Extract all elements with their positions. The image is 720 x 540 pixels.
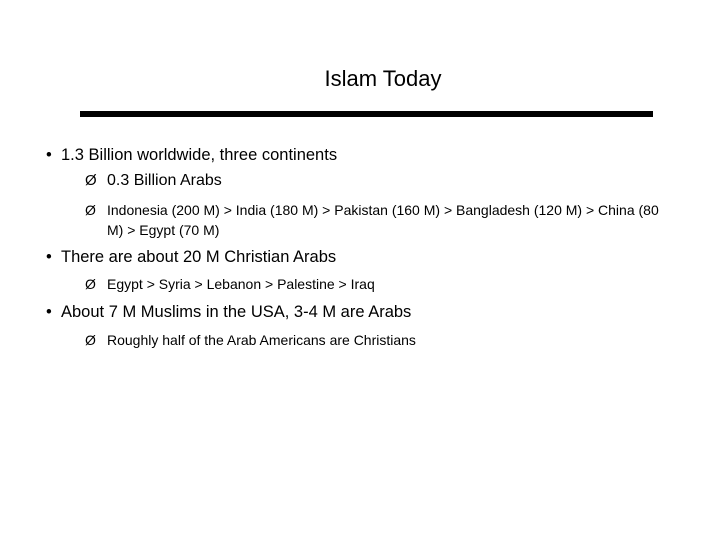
bullet-text: There are about 20 M Christian Arabs <box>61 248 337 266</box>
sub-item-text: 0.3 Billion Arabs <box>107 172 222 189</box>
slide-title: Islam Today <box>324 66 442 91</box>
sub-item-1-2 <box>85 200 675 240</box>
title-divider <box>80 111 653 117</box>
bullet-dot: • <box>46 146 52 164</box>
sub-item-text: Indonesia (200 M) > India (180 M) > Pakistan (160 M) > Bangladesh (120 M) > China (80 M) > Egypt (70 M) <box>107 202 659 238</box>
sub-item-3-1 <box>85 330 675 350</box>
bullet-text: About 7 M Muslims in the USA, 3-4 M are Arabs <box>61 303 412 321</box>
bullet-dot: • <box>46 248 52 266</box>
sub-item-2-1 <box>85 274 675 294</box>
arrow-bullet-icon: Ø <box>85 276 96 292</box>
arrow-bullet-icon: Ø <box>85 172 97 189</box>
arrow-bullet-icon: Ø <box>85 332 96 348</box>
sub-item-text: Egypt > Syria > Lebanon > Palestine > Iraq <box>107 276 375 292</box>
sub-item-text: Roughly half of the Arab Americans are Christians <box>107 332 416 348</box>
bullet-text: 1.3 Billion worldwide, three continents <box>61 146 338 164</box>
sub-item-1-1 <box>85 171 675 191</box>
bullet-dot: • <box>46 303 52 321</box>
arrow-bullet-icon: Ø <box>85 202 96 218</box>
